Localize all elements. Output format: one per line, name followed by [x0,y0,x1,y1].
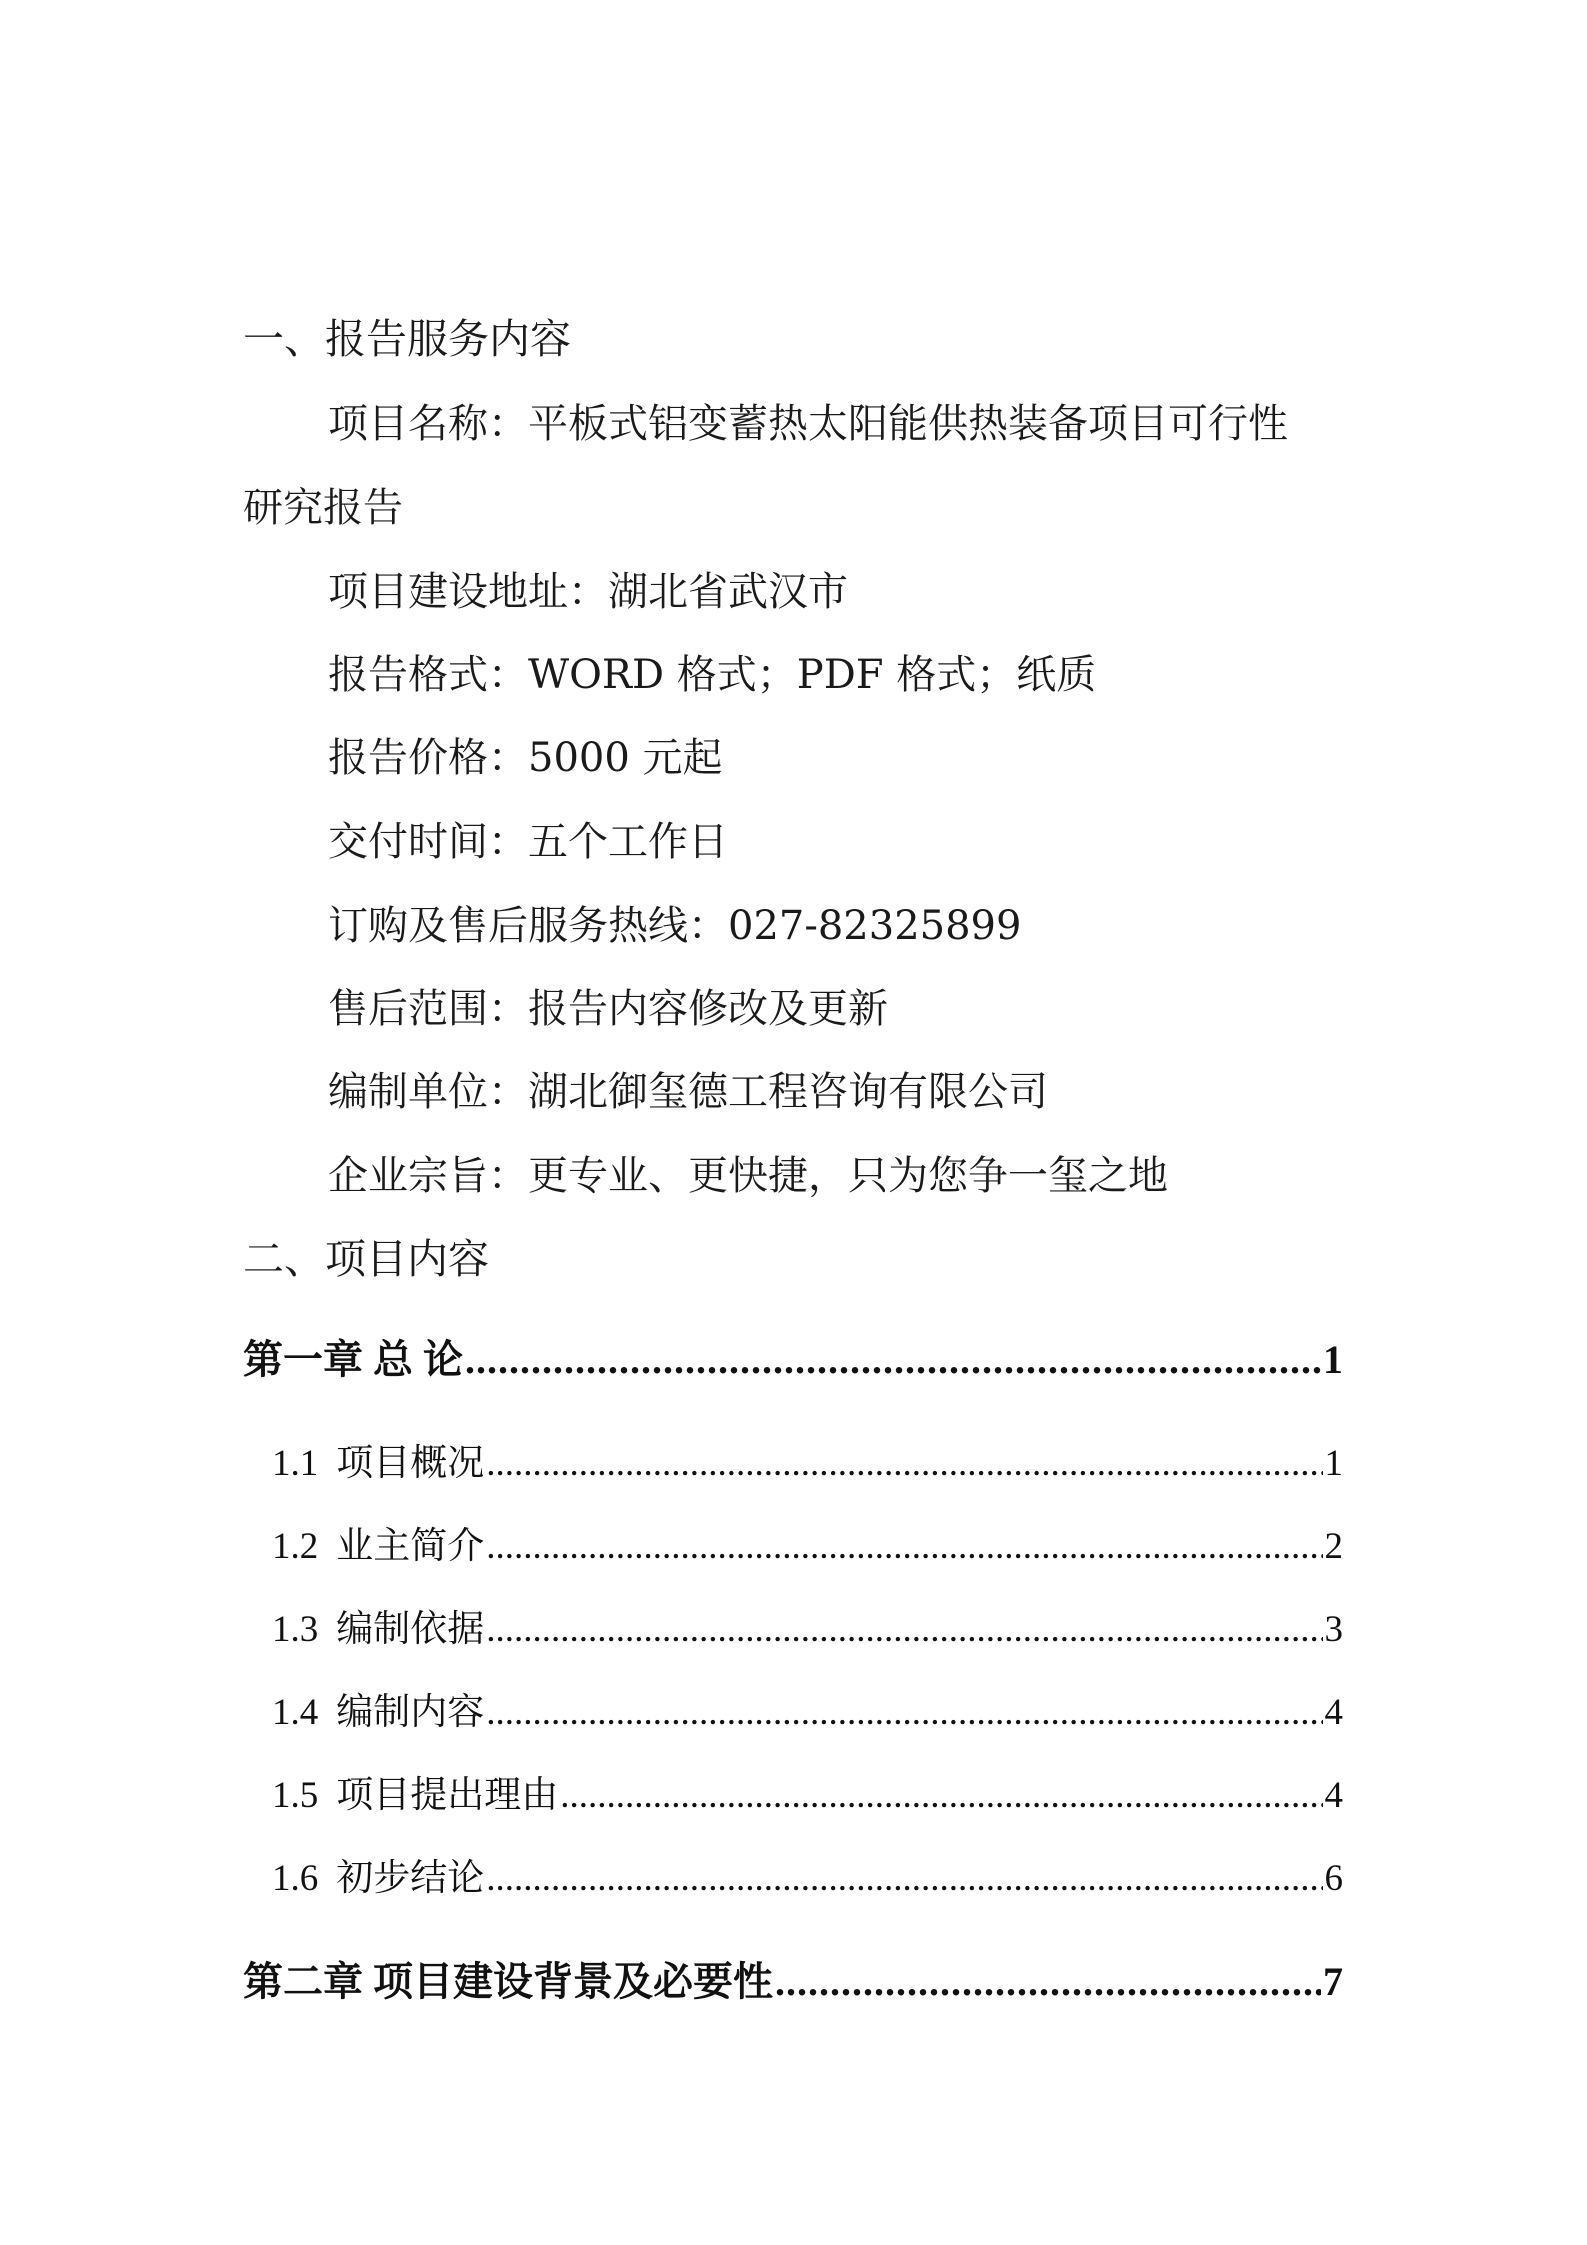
toc-section-label: 编制依据 [336,1609,485,1650]
report-price: 报告价格：5000 元起 [328,735,723,781]
project-address: 项目建设地址：湖北省武汉市 [328,569,848,615]
toc-section-number: 1.3 [272,1609,319,1650]
toc-section-label: 项目概况 [336,1443,485,1484]
toc-section-page: 4 [1324,1775,1343,1816]
toc-section-1-1[interactable] [272,1441,1343,1487]
toc-section-1-5[interactable] [272,1773,1343,1819]
toc-leader-dots [486,1607,1322,1653]
toc-section-number: 1.5 [272,1775,319,1816]
project-name-line1: 项目名称：平板式铝变蓄热太阳能供热装备项目可行性 [328,401,1288,447]
toc-section-label: 编制内容 [336,1692,485,1733]
toc-section-1-4[interactable] [272,1690,1343,1736]
toc-section-page: 4 [1324,1692,1343,1733]
toc-section-label: 业主简介 [336,1526,485,1567]
toc-section-label: 项目提出理由 [336,1775,559,1816]
toc-chapter-1-label: 第一章 总 论 [243,1337,463,1382]
toc-section-page: 3 [1324,1609,1343,1650]
toc-section-number: 1.1 [272,1443,319,1484]
toc-section-1-2[interactable] [272,1524,1343,1570]
toc-section-page: 1 [1324,1443,1343,1484]
toc-leader-dots [465,1336,1321,1384]
toc-chapter-2-page: 7 [1323,1959,1343,2004]
toc-leader-dots [486,1856,1322,1902]
toc-leader-dots [486,1524,1322,1570]
company-motto: 企业宗旨：更专业、更快捷，只为您争一玺之地 [328,1153,1168,1199]
toc-leader-dots [560,1773,1322,1819]
toc-section-label: 初步结论 [336,1858,485,1899]
toc-section-number: 1.4 [272,1692,319,1733]
toc-chapter-1[interactable] [243,1336,1343,1384]
toc-chapter-1-page: 1 [1323,1337,1343,1382]
project-name-line2: 研究报告 [243,485,403,531]
toc-section-1-3[interactable] [272,1607,1343,1653]
toc-section-page: 6 [1324,1858,1343,1899]
toc-section-page: 2 [1324,1526,1343,1567]
toc-section-number: 1.6 [272,1858,319,1899]
after-sales-scope: 售后范围：报告内容修改及更新 [328,986,888,1032]
service-hotline: 订购及售后服务热线：027-82325899 [328,903,1022,949]
report-format: 报告格式：WORD 格式；PDF 格式；纸质 [328,652,1097,698]
toc-leader-dots [775,1958,1321,2006]
compiling-unit: 编制单位：湖北御玺德工程咨询有限公司 [328,1069,1048,1115]
section1-title: 一、报告服务内容 [243,315,571,363]
toc-leader-dots [486,1690,1322,1736]
toc-chapter-2[interactable] [243,1958,1343,2006]
toc-section-number: 1.2 [272,1526,319,1567]
toc-leader-dots [486,1441,1322,1487]
section2-title: 二、项目内容 [243,1235,489,1283]
delivery-time: 交付时间：五个工作日 [328,819,728,865]
toc-chapter-2-label: 第二章 项目建设背景及必要性 [243,1959,773,2004]
toc-section-1-6[interactable] [272,1856,1343,1902]
